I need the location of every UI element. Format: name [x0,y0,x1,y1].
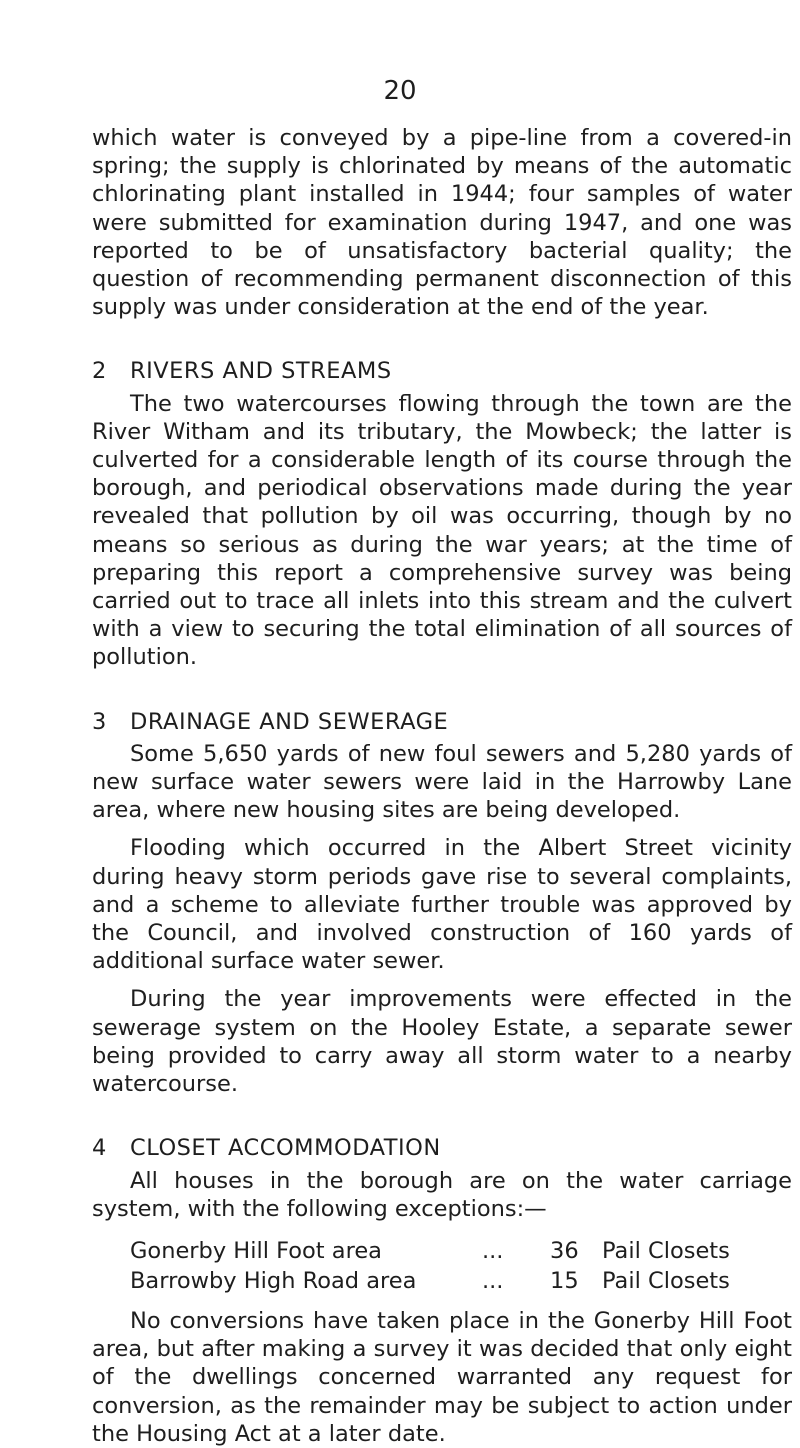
section-drainage-and-sewerage [92,708,792,1099]
section-paragraph: Some 5,650 yards of new foul sewers and 5,280 yards of new surface water sewers were laid in the Harrowby Lane area, where new housing sites are being developed. [92,740,792,824]
leader-dots: ... [482,1237,504,1264]
page-number: 20 [383,76,417,106]
intro-paragraph: which water is conveyed by a pipe-line from a covered-in spring; the supply is chlorinated by means of the automatic chlorinating plant installed in 1944; four samples of water were submitted for examination during 1947, and one was reported to be of unsatisfactory bacterial quality; the question of recommending permanent disconnection of this supply was under consideration at the end of the year. [92,125,792,321]
exception-count: 15 [550,1267,579,1294]
section-title: DRAINAGE AND SEWERAGE [130,708,449,735]
section-heading [92,1134,792,1162]
section-paragraph: Flooding which occurred in the Albert Street vicinity during heavy storm periods gave rise to several complaints, and a scheme to alleviate further trouble was approved by the Council, and involved construction of 160 yards of additional surface water sewer. [92,835,792,975]
exception-count: 36 [550,1237,579,1264]
section-paragraph: No conversions have taken place in the Gonerby Hill Foot area, but after making a survey it was decided that only eight of the dwellings concerned warranted any request for conversion, as the remainder may be subject to action under the Housing Act at a later date. [92,1307,792,1447]
exception-area: Barrowby High Road area [130,1267,417,1294]
leader-dots: ... [482,1267,504,1294]
section-heading [92,357,792,385]
section-title: RIVERS AND STREAMS [130,358,392,385]
section-number: 2 [92,358,107,385]
section-rivers-and-streams [92,357,792,671]
exception-area: Gonerby Hill Foot area [130,1237,382,1264]
section-paragraph: During the year improvements were effected in the sewerage system on the Hooley Estate, a separate sewer being provided to carry away all storm water to a nearby watercourse. [92,986,792,1098]
section-title: CLOSET ACCOMMODATION [130,1135,441,1162]
exceptions-list [130,1237,792,1297]
exception-kind: Pail Closets [602,1267,730,1294]
section-closet-accommodation [92,1134,792,1448]
section-paragraph: All houses in the borough are on the water carriage system, with the following exceptions:— [92,1167,792,1222]
section-number: 4 [92,1135,107,1162]
section-number: 3 [92,708,107,735]
list-item [130,1237,792,1267]
page-body [92,124,792,1448]
exception-kind: Pail Closets [602,1237,730,1264]
section-paragraph: The two watercourses flowing through the town are the River Witham and its tributary, the Mowbeck; the latter is culverted for a considerable length of its course through the borough, and periodical observations made during the year revealed that pollution by oil was occurring, though by no means so serious as during the war years; at the time of preparing this report a comprehensive survey was being carried out to trace all inlets into this stream and the culvert with a view to securing the total elimination of all sources of pollution. [92,390,792,671]
list-item [130,1267,792,1297]
section-heading [92,708,792,736]
